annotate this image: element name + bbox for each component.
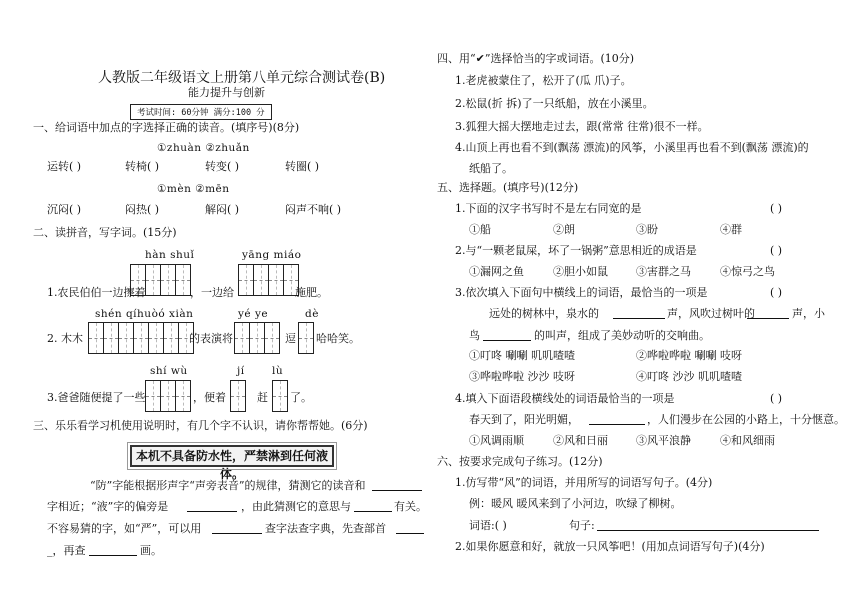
option[interactable]: ①船 xyxy=(469,223,491,236)
section-2-heading: 二、读拼音，写字词。(15分) xyxy=(33,226,177,239)
question-text: 逗 xyxy=(285,332,296,345)
section-1-item[interactable]: 转椅( ) xyxy=(125,160,160,173)
question-text: 2.与“一颗老鼠屎，坏了一锅粥”意思相近的成语是 xyxy=(455,244,697,257)
section-1-item[interactable]: 闷声不响( ) xyxy=(285,203,342,216)
sentence-label: 句子: xyxy=(569,519,595,532)
answer-blank[interactable] xyxy=(372,480,422,491)
writing-grid[interactable] xyxy=(145,380,191,412)
example-text: 例：暖风 暖风来到了小河边，吹绿了柳树。 xyxy=(469,497,682,510)
option[interactable]: ②朗 xyxy=(553,223,575,236)
pinyin-label: jí xyxy=(237,365,245,377)
section-1-item[interactable]: 沉闷( ) xyxy=(47,203,82,216)
passage-text: 不容易猜的字，如“严”，可以用 xyxy=(47,522,202,535)
question-text: 1.农民伯伯一边擦着 xyxy=(47,286,146,299)
passage-text: 的叫声，组成了美妙动听的交响曲。 xyxy=(534,329,710,342)
answer-blank[interactable] xyxy=(396,523,424,534)
pinyin-label: hàn shuǐ xyxy=(145,249,195,261)
answer-paren[interactable]: ( ) xyxy=(770,392,783,405)
passage-text: 有关。 xyxy=(394,500,427,513)
section-1-heading: 一、给词语中加点的字选择正确的读音。(填序号)(8分) xyxy=(33,121,300,134)
section-3-heading: 三、乐乐看学习机使用说明时，有几个字不认识，请你帮帮她。(6分) xyxy=(33,419,368,432)
pinyin-label: yāng miáo xyxy=(242,249,302,261)
answer-paren[interactable]: ( ) xyxy=(770,286,783,299)
section-1-row1-options: ①zhuàn ②zhuǎn xyxy=(157,142,250,154)
question-text[interactable]: 3.狐狸大摇大摆地走过去，跟(常常 往常)很不一样。 xyxy=(455,120,709,133)
section-1-row2-options: ①mèn ②mēn xyxy=(157,183,230,195)
option[interactable]: ②胆小如鼠 xyxy=(553,265,608,278)
pinyin-label: yé ye xyxy=(238,308,269,320)
device-notice: 本机不具备防水性，严禁淋到任何液体。 xyxy=(130,445,334,467)
pinyin-label: shí wù xyxy=(150,365,188,377)
option[interactable]: ④惊弓之鸟 xyxy=(720,265,775,278)
exam-info: 考试时间: 60分钟 满分:100 分 xyxy=(130,104,272,120)
section-1-item[interactable]: 转圈( ) xyxy=(285,160,320,173)
passage-text: “防”字能根据形声字“声旁表音”的规律，猜测它的读音和 xyxy=(90,479,366,492)
answer-blank[interactable] xyxy=(589,414,645,425)
pinyin-label: shén qíhuòó xiàn xyxy=(95,308,194,320)
question-text: 3.爸爸随便提了一些 xyxy=(47,391,146,404)
question-text: 赶 xyxy=(257,391,268,404)
option[interactable]: ④群 xyxy=(720,223,742,236)
question-text: 2.如果你愿意和好，就放一只风筝吧！(用加点词语写句子)(4分) xyxy=(455,540,765,553)
pinyin-label: dè xyxy=(305,308,319,320)
writing-grid[interactable] xyxy=(230,380,246,412)
question-text: 哈哈笑。 xyxy=(316,332,360,345)
question-text[interactable]: 2.松鼠(折 拆)了一只纸船，放在小溪里。 xyxy=(455,97,654,110)
writing-grid[interactable] xyxy=(272,380,288,412)
question-text: ，一边给 xyxy=(190,286,234,299)
option[interactable]: ①风调雨顺 xyxy=(469,434,524,447)
answer-blank[interactable] xyxy=(613,308,665,319)
passage-text: ，人们漫步在公园的小路上，十分惬意。 xyxy=(647,413,845,426)
section-1-item[interactable]: 运转( ) xyxy=(47,160,82,173)
option[interactable]: ③害群之马 xyxy=(636,265,691,278)
question-text: ，便着 xyxy=(193,391,226,404)
passage-text: 远处的树林中，泉水的 xyxy=(489,307,599,320)
sentence-answer-line[interactable] xyxy=(597,520,819,531)
section-1-item[interactable]: 解闷( ) xyxy=(205,203,240,216)
option[interactable]: ②风和日丽 xyxy=(553,434,608,447)
question-text: 纸船了。 xyxy=(469,162,513,175)
passage-text: 声，小 xyxy=(792,307,825,320)
passage-text: 查字法查字典，先查部首 xyxy=(265,522,386,535)
answer-paren[interactable]: ( ) xyxy=(770,202,783,215)
answer-paren[interactable]: ( ) xyxy=(770,244,783,257)
question-text: 4.填入下面语段横线处的词语最恰当的一项是 xyxy=(455,392,675,405)
answer-blank[interactable] xyxy=(89,545,137,556)
writing-grid[interactable] xyxy=(234,322,280,354)
option[interactable]: ①漏网之鱼 xyxy=(469,265,524,278)
question-text: 2. 木木 xyxy=(47,332,83,345)
answer-blank[interactable] xyxy=(354,501,392,512)
section-5-heading: 五、选择题。(填序号)(12分) xyxy=(437,181,579,194)
answer-blank[interactable] xyxy=(212,523,262,534)
passage-text: 鸟 xyxy=(469,329,480,342)
section-6-heading: 六、按要求完成句子练习。(12分) xyxy=(437,455,603,468)
section-1-item[interactable]: 转变( ) xyxy=(205,160,240,173)
pinyin-label: lù xyxy=(272,365,284,377)
question-text: 1.下面的汉字书写时不是左右同宽的是 xyxy=(455,202,642,215)
writing-grid[interactable] xyxy=(238,264,299,296)
question-text: 1.仿写带“风”的词语，并用所写的词语写句子。(4分) xyxy=(455,476,713,489)
question-text: 的表演将 xyxy=(189,332,233,345)
passage-text: 声，风吹过树叶的 xyxy=(667,307,755,320)
option[interactable]: ③盼 xyxy=(636,223,658,236)
question-text: 施肥。 xyxy=(295,286,328,299)
question-text[interactable]: 4.山顶上再也看不到(飘荡 漂流)的风筝，小溪里再也看不到(飘荡 漂流)的 xyxy=(455,141,809,154)
passage-text: ，由此猜测它的意思与 xyxy=(241,500,351,513)
section-4-heading: 四、用“✔”选择恰当的字或词语。(10分) xyxy=(437,52,635,65)
option[interactable]: ②哗啦哗啦 唰唰 吱呀 xyxy=(636,349,742,362)
option[interactable]: ③哗啦哗啦 沙沙 吱呀 xyxy=(469,370,575,383)
word-input-label[interactable]: 词语:( ) xyxy=(469,519,507,532)
passage-text: 春天到了，阳光明媚， xyxy=(469,413,579,426)
writing-grid[interactable] xyxy=(298,322,314,354)
page-subtitle: 能力提升与创新 xyxy=(188,86,265,99)
question-text: 3.依次填入下面句中横线上的词语，最恰当的一项是 xyxy=(455,286,708,299)
option[interactable]: ③风平浪静 xyxy=(636,434,691,447)
question-text: 了。 xyxy=(290,391,312,404)
option[interactable]: ④和风细雨 xyxy=(720,434,775,447)
option[interactable]: ④叮咚 沙沙 叽叽喳喳 xyxy=(636,370,742,383)
writing-grid[interactable] xyxy=(88,322,194,354)
passage-text: 画。 xyxy=(140,544,162,557)
option[interactable]: ①叮咚 唰唰 叽叽喳喳 xyxy=(469,349,575,362)
answer-blank[interactable] xyxy=(747,308,789,319)
page-title: 人教版二年级语文上册第八单元综合测试卷(B) xyxy=(98,70,386,86)
passage-text: _，再查 xyxy=(47,544,86,557)
question-text[interactable]: 1.老虎被蒙住了，松开了(瓜 爪)子。 xyxy=(455,74,632,87)
answer-blank[interactable] xyxy=(483,330,531,341)
section-1-item[interactable]: 闷热( ) xyxy=(125,203,160,216)
answer-blank[interactable] xyxy=(187,501,237,512)
passage-text: 字相近；“液”字的偏旁是 xyxy=(47,500,169,513)
